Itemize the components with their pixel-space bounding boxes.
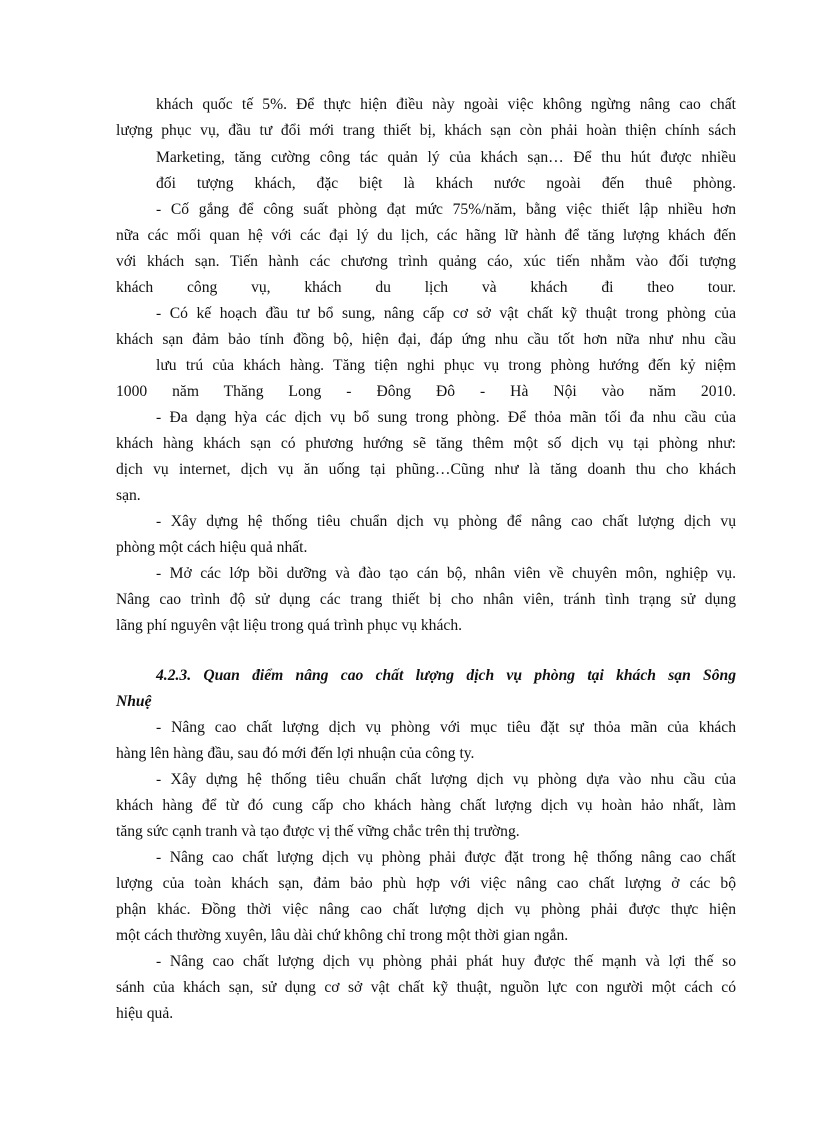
body-line: - Đa dạng hỳa các dịch vụ bổ sung trong phòng. Để thỏa mãn tối đa nhu cầu của <box>156 409 736 426</box>
body-line: phòng một cách hiệu quả nhất. <box>116 539 308 556</box>
body-line: khách hàng khách sạn có phương hướng sẽ tăng thêm một số dịch vụ tại phòng như: <box>116 435 736 452</box>
body-line: lượng của toàn khách sạn, đảm bảo phù hợp với việc nâng cao chất lượng ở các bộ <box>116 875 736 892</box>
body-line: hàng lên hàng đầu, sau đó mới đến lợi nhuận của công ty. <box>116 745 475 762</box>
body-line: sánh của khách sạn, sử dụng cơ sở vật chất kỹ thuật, nguồn lực con người một cách có <box>116 979 736 996</box>
body-line: lưu trú của khách hàng. Tăng tiện nghi phục vụ trong phòng hướng đến kỷ niệm <box>156 357 736 374</box>
body-line: hiệu quả. <box>116 1005 174 1022</box>
body-line: dịch vụ internet, dịch vụ ăn uống tại phũng…Cũng như là tăng doanh thu cho khách <box>116 461 736 478</box>
body-line: một cách thường xuyên, lâu dài chứ không chỉ trong một thời gian ngắn. <box>116 927 569 944</box>
body-line: Marketing, tăng cường công tác quản lý của khách sạn… Để thu hút được nhiều <box>156 149 736 166</box>
section-heading-continuation: Nhuệ <box>116 693 152 710</box>
body-line: phận khác. Đồng thời việc nâng cao chất lượng dịch vụ phòng phải được thực hiện <box>116 901 736 918</box>
body-line: tăng sức cạnh tranh và tạo được vị thế vững chắc trên thị trường. <box>116 823 520 840</box>
section-heading: 4.2.3. Quan điểm nâng cao chất lượng dịch vụ phòng tại khách sạn Sông <box>156 667 736 684</box>
body-line: - Xây dựng hệ thống tiêu chuẩn dịch vụ phòng để nâng cao chất lượng dịch vụ <box>156 513 736 530</box>
body-line: - Nâng cao chất lượng dịch vụ phòng phải được đặt trong hệ thống nâng cao chất <box>156 849 736 866</box>
body-line: - Nâng cao chất lượng dịch vụ phòng với mục tiêu đặt sự thỏa mãn của khách <box>156 719 736 736</box>
body-line: Nâng cao trình độ sử dụng các trang thiết bị cho nhân viên, tránh tình trạng sử dụng <box>116 591 736 608</box>
body-line: khách sạn đảm bảo tính đồng bộ, hiện đại, đáp ứng nhu cầu tốt hơn nữa như nhu cầu <box>116 331 736 348</box>
body-line: - Cố gắng để công suất phòng đạt mức 75%/năm, bằng việc thiết lập nhiều hơn <box>156 201 736 218</box>
body-line: đối tượng khách, đặc biệt là khách nước ngoài đến thuê phòng. <box>156 175 736 192</box>
body-line: sạn. <box>116 487 141 504</box>
body-line: lãng phí nguyên vật liệu trong quá trình phục vụ khách. <box>116 617 463 634</box>
body-line: - Mở các lớp bồi dưỡng và đào tạo cán bộ, nhân viên về chuyên môn, nghiệp vụ. <box>156 565 736 582</box>
body-line: với khách sạn. Tiến hành các chương trình quảng cáo, xúc tiến nhằm vào đối tượng <box>116 253 736 270</box>
body-line: - Có kế hoạch đầu tư bổ sung, nâng cấp cơ sở vật chất kỹ thuật trong phòng của <box>156 305 736 322</box>
body-line: - Nâng cao chất lượng dịch vụ phòng phải phát huy được thế mạnh và lợi thế so <box>156 953 736 970</box>
body-line: nữa các mối quan hệ với các đại lý du lịch, các hãng lữ hành để tăng lượng khách đến <box>116 227 736 244</box>
body-line: khách công vụ, khách du lịch và khách đi theo tour. <box>116 279 736 296</box>
body-line: 1000 năm Thăng Long - Đông Đô - Hà Nội vào năm 2010. <box>116 383 736 400</box>
body-line: khách hàng để từ đó cung cấp cho khách hàng chất lượng dịch vụ hoàn hảo nhất, làm <box>116 797 736 814</box>
body-line: lượng phục vụ, đầu tư đổi mới trang thiết bị, khách sạn còn phải hoàn thiện chính sách <box>116 122 736 139</box>
body-line: - Xây dựng hệ thống tiêu chuẩn chất lượng dịch vụ phòng dựa vào nhu cầu của <box>156 771 736 788</box>
body-line: khách quốc tế 5%. Để thực hiện điều này ngoài việc không ngừng nâng cao chất <box>156 96 736 113</box>
